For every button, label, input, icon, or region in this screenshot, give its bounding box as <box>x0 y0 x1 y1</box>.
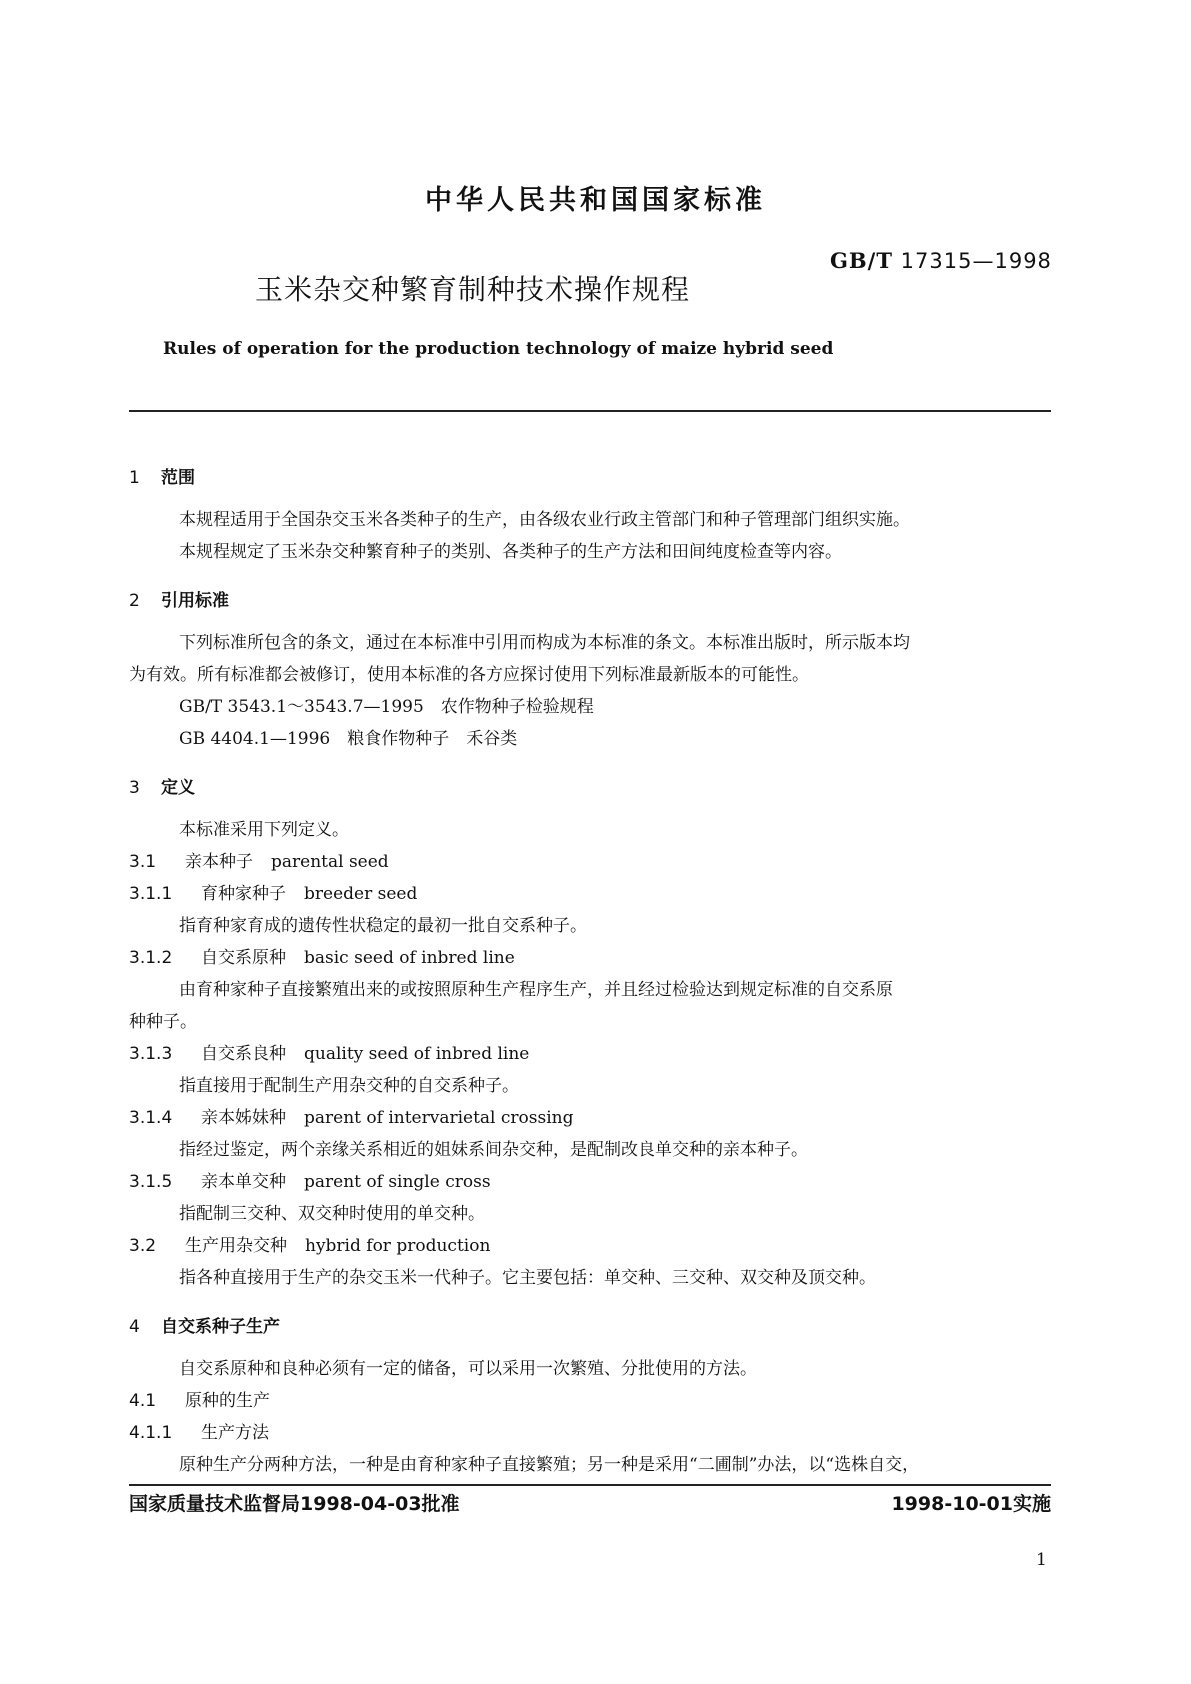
term-cn: 自交系原种 <box>201 948 286 968</box>
header-divider <box>129 410 1051 412</box>
section-2-heading <box>129 586 229 611</box>
term-3-1-3 <box>129 1039 529 1064</box>
term-en: parent of intervarietal crossing <box>304 1108 574 1128</box>
term-en: quality seed of inbred line <box>304 1044 530 1064</box>
term-3-2 <box>129 1231 490 1256</box>
term-number: 3.1.1 <box>129 884 173 904</box>
term-definition: 指配制三交种、双交种时使用的单交种。 <box>179 1204 485 1224</box>
term-en: hybrid for production <box>305 1236 491 1256</box>
implementation-date: 1998-10-01实施 <box>891 1493 1051 1515</box>
section-4-heading <box>129 1312 280 1337</box>
term-3-1-4 <box>129 1103 574 1128</box>
term-3-1 <box>129 847 389 872</box>
term-en: parental seed <box>271 852 389 872</box>
section-3-heading <box>129 773 195 798</box>
section-number: 1 <box>129 468 140 488</box>
term-cn: 生产用杂交种 <box>185 1236 287 1256</box>
term-3-1-5 <box>129 1167 491 1192</box>
paragraph: 为有效。所有标准都会被修订，使用本标准的各方应探讨使用下列标准最新版本的可能性。 <box>129 665 809 685</box>
section-number: 3 <box>129 778 140 798</box>
section-title: 引用标准 <box>161 591 229 611</box>
paragraph: 下列标准所包含的条文，通过在本标准中引用而构成为本标准的条文。本标准出版时，所示版本均 <box>179 633 910 653</box>
paragraph: 本规程规定了玉米杂交种繁育种子的类别、各类种子的生产方法和田间纯度检查等内容。 <box>179 542 842 562</box>
section-1-heading <box>129 463 195 488</box>
term-en: basic seed of inbred line <box>304 948 515 968</box>
term-cn: 育种家种子 <box>201 884 286 904</box>
term-cn: 亲本种子 <box>185 852 253 872</box>
term-3-1-2 <box>129 943 515 968</box>
paragraph: 原种生产分两种方法，一种是由育种家种子直接繁殖；另一种是采用“二圃制”办法，以“选株自交， <box>179 1455 920 1475</box>
standard-prefix: GB/T <box>830 248 893 273</box>
section-title: 自交系种子生产 <box>161 1317 280 1337</box>
term-cn: 自交系良种 <box>201 1044 286 1064</box>
section-number: 2 <box>129 591 140 611</box>
term-number: 3.2 <box>129 1236 157 1256</box>
national-standard-header: 中华人民共和国国家标准 <box>425 185 766 216</box>
paragraph: 本标准采用下列定义。 <box>179 820 349 840</box>
section-title: 范围 <box>161 468 195 488</box>
approval-date: 国家质量技术监督局1998-04-03批准 <box>129 1493 460 1515</box>
term-en: breeder seed <box>304 884 418 904</box>
page-number: 1 <box>1036 1550 1047 1570</box>
term-cn: 亲本单交种 <box>201 1172 286 1192</box>
section-number: 4 <box>129 1317 140 1337</box>
term-number: 3.1.3 <box>129 1044 173 1064</box>
term-4-1 <box>129 1386 270 1411</box>
term-definition: 由育种家种子直接繁殖出来的或按照原种生产程序生产，并且经过检验达到规定标准的自交系原 <box>179 980 893 1000</box>
paragraph: 本规程适用于全国杂交玉米各类种子的生产，由各级农业行政主管部门和种子管理部门组织实施。 <box>179 510 910 530</box>
term-3-1-1 <box>129 879 417 904</box>
term-4-1-1 <box>129 1418 269 1443</box>
term-number: 3.1.5 <box>129 1172 173 1192</box>
term-number: 4.1 <box>129 1391 157 1411</box>
term-cn: 生产方法 <box>201 1423 269 1443</box>
term-definition: 指直接用于配制生产用杂交种的自交系种子。 <box>179 1076 519 1096</box>
reference-item: GB 4404.1—1996 粮食作物种子 禾谷类 <box>179 729 518 749</box>
term-definition: 种种子。 <box>129 1012 197 1032</box>
term-en: parent of single cross <box>304 1172 491 1192</box>
standard-number <box>830 248 1052 273</box>
term-cn: 亲本姊妹种 <box>201 1108 286 1128</box>
reference-item: GB/T 3543.1～3543.7—1995 农作物种子检验规程 <box>179 697 594 717</box>
footer-divider <box>129 1484 1051 1486</box>
standard-code: 17315—1998 <box>900 249 1052 273</box>
term-cn: 原种的生产 <box>185 1391 270 1411</box>
term-definition: 指各种直接用于生产的杂交玉米一代种子。它主要包括：单交种、三交种、双交种及顶交种。 <box>179 1268 876 1288</box>
term-number: 3.1.4 <box>129 1108 173 1128</box>
term-number: 4.1.1 <box>129 1423 173 1443</box>
term-definition: 指经过鉴定，两个亲缘关系相近的姐妹系间杂交种，是配制改良单交种的亲本种子。 <box>179 1140 808 1160</box>
paragraph: 自交系原种和良种必须有一定的储备，可以采用一次繁殖、分批使用的方法。 <box>179 1359 757 1379</box>
term-definition: 指育种家育成的遗传性状稳定的最初一批自交系种子。 <box>179 916 587 936</box>
term-number: 3.1.2 <box>129 948 173 968</box>
document-title-cn: 玉米杂交种繁育制种技术操作规程 <box>255 273 691 306</box>
section-title: 定义 <box>161 778 195 798</box>
term-number: 3.1 <box>129 852 157 872</box>
document-title-en: Rules of operation for the production technology of maize hybrid seed <box>163 339 834 359</box>
